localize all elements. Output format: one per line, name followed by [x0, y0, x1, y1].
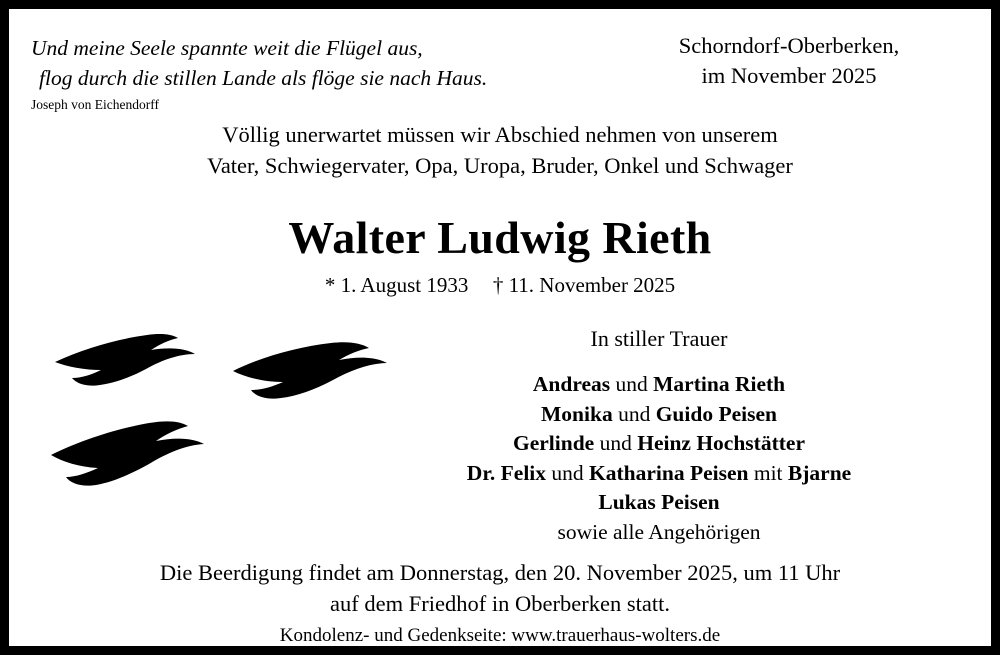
mourners-block: [339, 324, 979, 547]
mourners-closing: sowie alle Angehörigen: [557, 519, 761, 544]
deceased-name: Walter Ludwig Rieth: [288, 212, 712, 263]
conjunction: und: [612, 401, 656, 426]
mourners-heading: In stiller Trauer: [590, 326, 728, 351]
mourner-line: [339, 370, 979, 400]
poem-author: Joseph von Eichendorff: [31, 97, 159, 112]
mourner-name: Bjarne: [787, 460, 852, 485]
funeral-info: [9, 557, 991, 619]
mourner-name: Gerlinde: [513, 431, 595, 455]
mourner-line: [339, 429, 979, 459]
conjunction: und: [610, 372, 654, 396]
mourner-name: Andreas: [532, 372, 611, 396]
place-date-block: [609, 31, 969, 91]
intro-line-1: Völlig unerwartet müssen wir Abschied nehmen von unserem: [222, 122, 778, 147]
birth-date: * 1. August 1933: [324, 273, 469, 297]
poem-line-2: flog durch die stillen Lande als flöge sie nach Haus.: [39, 66, 488, 90]
intro-line-2: Vater, Schwiegervater, Opa, Uropa, Bruder, Onkel und Schwager: [207, 153, 793, 178]
mourner-name: Dr. Felix: [466, 460, 547, 485]
mourner-line: [339, 488, 979, 518]
place-line-2: im November 2025: [701, 63, 877, 88]
mourner-name: Martina Rieth: [653, 372, 786, 396]
death-date: † 11. November 2025: [492, 273, 676, 297]
mourner-line: [339, 400, 979, 430]
condolence-info: Kondolenz- und Gedenkseite: www.trauerhaus-wolters.de: [279, 625, 721, 646]
funeral-line-1: Die Beerdigung findet am Donnerstag, den 20. November 2025, um 11 Uhr: [159, 560, 841, 585]
mourner-name: Monika: [541, 401, 613, 426]
place-line-1: Schorndorf-Oberberken,: [678, 33, 900, 58]
funeral-line-2: auf dem Friedhof in Oberberken statt.: [330, 591, 670, 616]
intro-block: [9, 119, 991, 181]
mourner-name: Lukas Peisen: [598, 490, 720, 514]
poem-block: [31, 33, 571, 114]
mourner-name: Katharina Peisen: [589, 460, 749, 485]
deceased-dates: [9, 271, 991, 299]
mourner-name: Guido Peisen: [655, 401, 777, 426]
mourner-line: [339, 459, 979, 489]
notice-content: [9, 9, 991, 646]
poem-line-1: Und meine Seele spannte weit die Flügel aus,: [31, 36, 423, 60]
conjunction: und: [594, 431, 638, 455]
conjunction: und: [546, 460, 590, 485]
conjunction: mit: [748, 460, 788, 485]
mourner-name: Heinz Hochstätter: [637, 431, 805, 455]
